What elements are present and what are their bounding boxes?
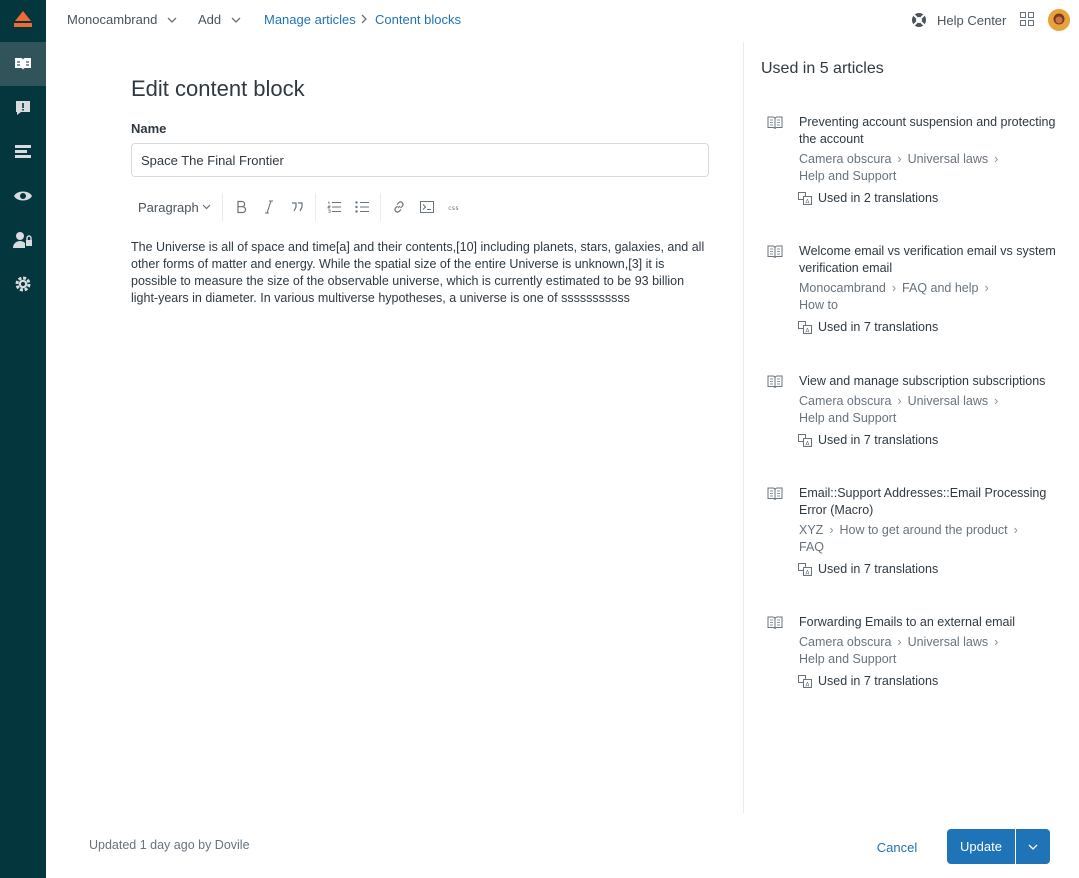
update-button[interactable]: Update [947,829,1015,864]
name-input[interactable] [131,143,709,177]
numbered-list-icon [327,201,341,213]
translations-info [798,433,938,447]
article-icon [767,487,783,501]
path-segment[interactable]: Universal laws [907,152,989,166]
article-path [799,393,1061,427]
translate-icon [798,321,812,334]
css-icon [448,203,462,211]
italic-icon [264,200,274,214]
article-title[interactable]: Email::Support Addresses::Email Processing Error (Macro) [799,486,1047,517]
article-icon [767,245,783,259]
article-item[interactable] [767,373,1067,473]
article-icon [767,616,783,630]
article-item[interactable] [767,243,1067,343]
chevron-right-icon: › [897,152,902,166]
article-path [799,522,1061,556]
article-item[interactable] [767,114,1067,214]
css-button[interactable] [441,193,469,221]
translations-count: Used in 7 translations [818,433,939,447]
chevron-down-icon [167,17,177,23]
path-segment[interactable]: Universal laws [907,635,989,649]
toolbar-divider [315,193,316,221]
article-path [799,280,1061,314]
article-icon [767,375,783,389]
bold-button[interactable] [227,193,255,221]
path-segment[interactable]: Universal laws [907,394,989,408]
path-segment[interactable]: How to [799,298,838,312]
translations-info [798,562,938,576]
chevron-right-icon: › [891,281,897,295]
svg-text:css: css [447,205,459,211]
svg-text:A: A [805,197,810,205]
page-title: Edit content block [131,76,305,101]
chevron-right-icon: › [829,523,834,537]
chevron-right-icon: › [1013,523,1018,537]
nav-user-permissions[interactable] [0,218,46,262]
chevron-down-icon [1028,844,1038,850]
chevron-right-icon: › [897,394,902,408]
path-segment[interactable]: How to get around the product [839,523,1008,537]
top-bar [46,0,1079,40]
nav-rail [0,0,46,878]
breadcrumb-manage-articles[interactable]: Manage articles [264,12,356,27]
translations-count: Used in 7 translations [818,562,939,576]
path-segment[interactable]: Camera obscura [799,394,892,408]
help-center-label: Help Center [937,12,1007,28]
product-logo[interactable] [0,0,46,40]
update-options-button[interactable] [1016,829,1050,864]
article-title[interactable]: View and manage subscription subscriptions [799,374,1046,388]
nav-settings[interactable] [0,262,46,306]
path-segment[interactable]: Monocambrand [799,281,886,295]
link-icon [392,200,406,214]
chevron-right-icon [361,14,367,24]
user-lock-icon [13,231,33,249]
quote-icon [291,202,303,212]
chevron-right-icon: › [994,394,999,408]
article-path [799,151,1061,185]
path-segment[interactable]: Help and Support [799,652,897,666]
editor-toolbar [131,193,469,221]
chevron-down-icon [202,204,211,210]
path-segment[interactable]: Camera obscura [799,635,892,649]
article-title[interactable]: Welcome email vs verification email vs system verification email [799,244,1056,275]
translations-info [798,320,938,334]
translations-count: Used in 7 translations [818,320,939,334]
bulleted-list-button[interactable] [348,193,376,221]
paragraph-style-label: Paragraph [138,199,199,215]
updated-status: Updated 1 day ago by Dovile [89,838,250,852]
book-open-icon [13,56,33,72]
article-title[interactable]: Forwarding Emails to an external email [799,615,1016,629]
path-segment[interactable]: Camera obscura [799,152,892,166]
alert-bubble-icon [14,99,32,117]
path-segment[interactable]: XYZ [799,523,824,537]
translate-icon [798,675,812,688]
chevron-right-icon: › [984,281,989,295]
numbered-list-button[interactable] [320,193,348,221]
brand-switcher[interactable] [67,12,177,28]
add-menu-label: Add [198,12,222,27]
article-item[interactable] [767,614,1067,714]
blockquote-button[interactable] [283,193,311,221]
panel-divider [743,42,744,813]
code-block-button[interactable] [413,193,441,221]
nav-knowledge-base[interactable] [0,42,46,86]
help-center-link[interactable] [911,12,1006,28]
translations-info [798,674,938,688]
add-menu[interactable] [198,12,241,28]
zendesk-guide-logo-icon [12,10,34,30]
svg-text:A: A [805,326,810,334]
path-segment[interactable]: Help and Support [799,411,897,425]
path-segment[interactable]: FAQ and help [902,281,979,295]
avatar-image-icon [1048,9,1070,31]
nav-preview[interactable] [0,174,46,218]
translations-info [798,191,938,205]
bold-icon [235,200,247,214]
translate-icon [798,434,812,447]
chevron-right-icon: › [897,635,902,649]
translations-count: Used in 2 translations [818,191,939,205]
eye-icon [13,189,33,203]
chevron-down-icon [231,17,241,23]
bulleted-list-icon [355,201,369,213]
path-segment[interactable]: Help and Support [799,169,897,183]
svg-text:A: A [805,439,810,447]
translate-icon [798,563,812,576]
path-segment[interactable]: FAQ [799,540,825,554]
article-path [799,634,1061,668]
italic-button[interactable] [255,193,283,221]
translate-icon [798,192,812,205]
content-block-body[interactable]: The Universe is all of space and time[a] and their contents,[10] including planets, stars, galaxies, and all other forms of matter and energy. While the spatial size of the entire Universe is unknown,[3] it is possible to measure the size of the observable universe, which is currently estimated to be 93 billion light-years in diameter. In various multiverse hypotheses, a universe is one of sssssssssss [131,240,705,305]
chevron-right-icon: › [994,152,999,166]
paragraph-style-select[interactable] [131,193,218,221]
translations-count: Used in 7 translations [818,674,939,688]
article-title[interactable]: Preventing account suspension and protecting the account [799,115,1056,146]
toolbar-divider [222,193,223,221]
user-avatar[interactable] [1048,9,1070,31]
name-field-label: Name [131,121,167,136]
article-item[interactable] [767,485,1067,585]
gear-icon [14,275,32,293]
nav-alerts[interactable] [0,86,46,130]
usage-panel-title: Used in 5 articles [761,60,884,77]
lifebuoy-icon [911,12,927,28]
toolbar-divider [380,193,381,221]
nav-arrange[interactable] [0,130,46,174]
breadcrumb-content-blocks[interactable]: Content blocks [375,12,461,27]
brand-switcher-label: Monocambrand [67,12,158,27]
arrange-content-icon [14,144,32,160]
cancel-button[interactable]: Cancel [866,830,928,864]
link-button[interactable] [385,193,413,221]
product-tray-icon[interactable] [1020,12,1034,26]
terminal-icon [420,201,434,213]
svg-text:A: A [805,680,810,688]
svg-text:A: A [805,568,810,576]
chevron-right-icon: › [994,635,999,649]
article-icon [767,116,783,130]
